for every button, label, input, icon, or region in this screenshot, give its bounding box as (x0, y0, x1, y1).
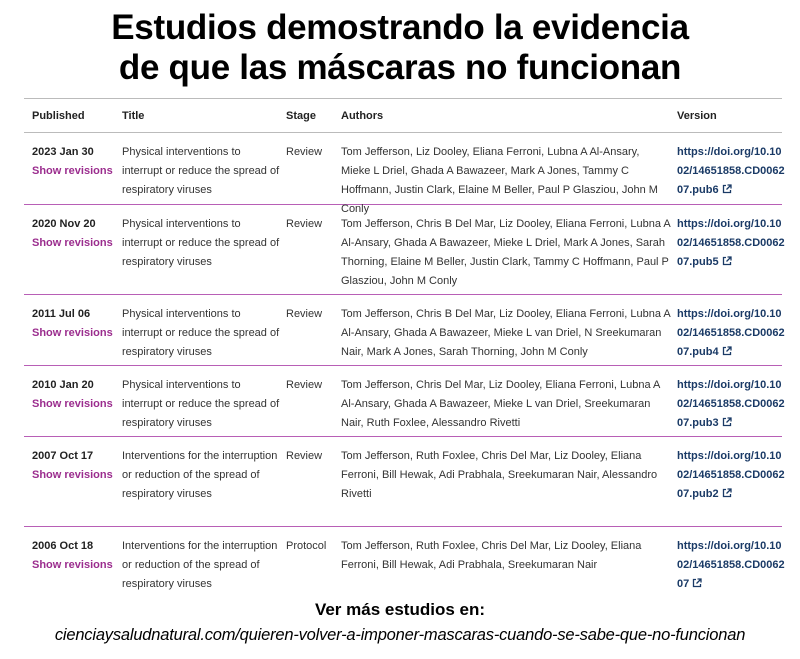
external-link-icon (722, 417, 732, 427)
column-header-version: Version (677, 110, 717, 122)
headline-line-2: de que las máscaras no funcionan (118, 48, 682, 87)
column-header-authors: Authors (341, 110, 384, 122)
headline (0, 8, 800, 88)
table-header (24, 99, 782, 133)
study-title: Interventions for the interruption or reduction of the spread of respiratory viruses (122, 540, 278, 590)
external-link-icon (722, 256, 732, 266)
published-date: 2023 Jan 30 (32, 146, 94, 158)
table-row (24, 295, 785, 366)
external-link-icon (692, 578, 702, 588)
external-link-icon (722, 184, 732, 194)
table-row (24, 133, 785, 215)
show-revisions-link[interactable]: Show revisions (32, 327, 113, 339)
study-authors: Tom Jefferson, Ruth Foxlee, Chris Del Mar, Liz Dooley, Eliana Ferroni, Bill Hewak, Adi Prabhala, Sreekumaran Nair, Alessandro Rivetti (341, 450, 658, 500)
doi-link-text: https://doi.org/10.1002/14651858.CD006207.pub3 (677, 379, 785, 429)
study-stage: Review (286, 146, 323, 158)
published-date: 2020 Nov 20 (32, 218, 96, 230)
doi-link-text: https://doi.org/10.1002/14651858.CD006207.pub5 (677, 218, 785, 268)
study-stage: Review (286, 218, 323, 230)
table-row (24, 437, 785, 527)
study-authors: Tom Jefferson, Liz Dooley, Eliana Ferroni, Lubna A Al-Ansary, Mieke L Driel, Ghada A Bawazeer, Mark A Jones, Tammy C Hoffmann, Justin Clark, Elaine M Beller, Paul P Glasziou, John M Conly (341, 146, 658, 215)
doi-link-text: https://doi.org/10.1002/14651858.CD006207.pub6 (677, 146, 785, 196)
published-date: 2007 Oct 17 (32, 450, 94, 462)
doi-link-text: https://doi.org/10.1002/14651858.CD006207.pub4 (677, 308, 785, 358)
versions-table (24, 98, 785, 617)
study-stage: Review (286, 379, 323, 391)
study-title: Physical interventions to interrupt or reduce the spread of respiratory viruses (122, 308, 280, 358)
show-revisions-link[interactable]: Show revisions (32, 165, 113, 177)
published-date: 2011 Jul 06 (32, 308, 91, 320)
show-revisions-link[interactable]: Show revisions (32, 559, 113, 571)
doi-link[interactable] (677, 447, 787, 504)
doi-link-text: https://doi.org/10.1002/14651858.CD006207.pub2 (677, 450, 785, 500)
external-link-icon (722, 346, 732, 356)
study-title: Physical interventions to interrupt or reduce the spread of respiratory viruses (122, 146, 280, 196)
study-authors: Tom Jefferson, Chris B Del Mar, Liz Dooley, Eliana Ferroni, Lubna A Al-Ansary, Ghada A Bawazeer, Mieke L van Driel, N Sreekumaran Nair, Mark A Jones, Sarah Thorning, John M Conly (341, 308, 671, 358)
footer-url[interactable]: cienciaysaludnatural.com/quieren-volver-a-imponer-mascaras-cuando-se-sabe-que-no-funcionan (54, 626, 746, 644)
study-authors: Tom Jefferson, Chris Del Mar, Liz Dooley, Eliana Ferroni, Lubna A Al-Ansary, Ghada A Bawazeer, Mieke L van Driel, Sreekumaran Nair, Ruth Foxlee, Alessandro Rivetti (341, 379, 660, 429)
published-date: 2006 Oct 18 (32, 540, 94, 552)
study-title: Physical interventions to interrupt or reduce the spread of respiratory viruses (122, 379, 280, 429)
published-date: 2010 Jan 20 (32, 379, 94, 391)
column-header-stage: Stage (286, 110, 316, 122)
show-revisions-link[interactable]: Show revisions (32, 398, 113, 410)
study-stage: Review (286, 308, 323, 320)
study-authors: Tom Jefferson, Ruth Foxlee, Chris Del Mar, Liz Dooley, Eliana Ferroni, Bill Hewak, Adi Prabhala, Sreekumaran Nair (341, 540, 642, 571)
doi-link[interactable] (677, 537, 787, 594)
show-revisions-link[interactable]: Show revisions (32, 237, 113, 249)
study-title: Physical interventions to interrupt or reduce the spread of respiratory viruses (122, 218, 280, 268)
table-row (24, 205, 785, 295)
doi-link-text: https://doi.org/10.1002/14651858.CD006207 (677, 540, 785, 590)
headline-line-1: Estudios demostrando la evidencia (111, 8, 689, 47)
external-link-icon (722, 488, 732, 498)
table-row (24, 366, 785, 437)
show-revisions-link[interactable]: Show revisions (32, 469, 113, 481)
column-header-title: Title (122, 110, 145, 122)
study-stage: Protocol (286, 540, 327, 552)
doi-link[interactable] (677, 376, 787, 433)
footer-label: Ver más estudios en: (314, 600, 486, 619)
study-title: Interventions for the interruption or reduction of the spread of respiratory viruses (122, 450, 278, 500)
study-stage: Review (286, 450, 323, 462)
study-authors: Tom Jefferson, Chris B Del Mar, Liz Dooley, Eliana Ferroni, Lubna A Al-Ansary, Ghada A Bawazeer, Mieke L Driel, Mark A Jones, Sarah Thorning, Elaine M Beller, Justin Clark, Tammy C Hoffmann, Paul P Glasziou, John M Conly (341, 218, 671, 287)
doi-link[interactable] (677, 215, 787, 272)
doi-link[interactable] (677, 143, 787, 200)
column-header-published: Published (32, 110, 85, 122)
doi-link[interactable] (677, 305, 787, 362)
